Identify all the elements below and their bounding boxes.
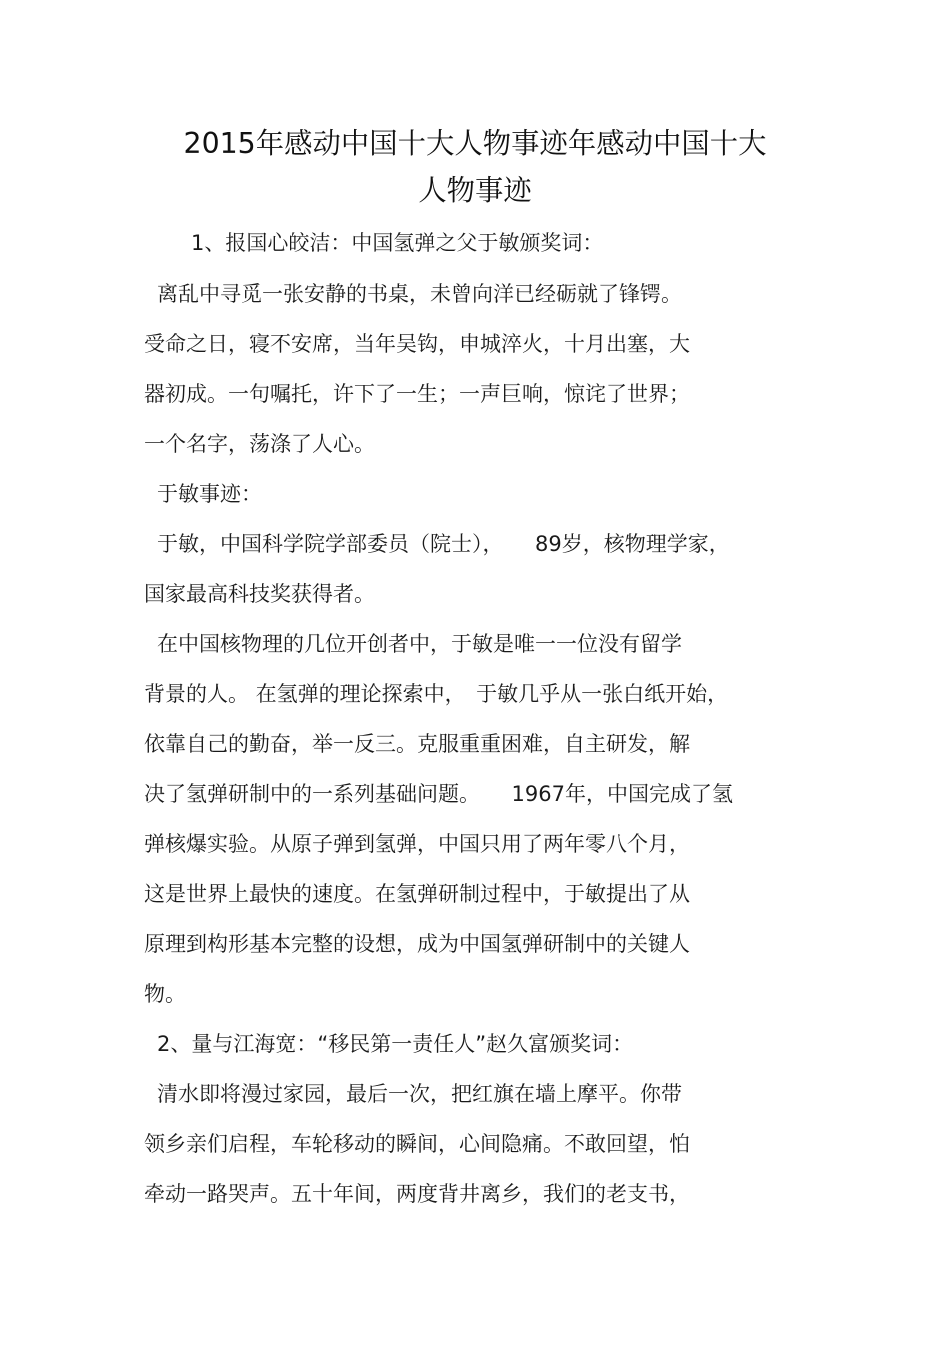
text-line: 决了氢弹研制中的一系列基础问题。 1967年，中国完成了氢 bbox=[144, 782, 733, 806]
text-line: 于敏，中国科学院学部委员（院士）， 89岁，核物理学家， bbox=[157, 532, 730, 556]
section-2-heading: 2、量与江海宽：“移民第一责任人”赵久富颁奖词： bbox=[157, 1032, 634, 1056]
section-1-heading: 1、报国心皎洁：中国氢弹之父于敏颁奖词： bbox=[191, 231, 604, 255]
page-title-line-1: 2015年感动中国十大人物事迹年感动中国十大 bbox=[183, 127, 767, 160]
text-line: 清水即将漫过家园，最后一次，把红旗在墙上摩平。你带 bbox=[157, 1082, 682, 1106]
page-title-line-2: 人物事迹 bbox=[418, 174, 532, 207]
text-line: 弹核爆实验。从原子弹到氢弹，中国只用了两年零八个月， bbox=[144, 832, 690, 856]
subsection-heading: 于敏事迹： bbox=[157, 482, 262, 506]
text-line: 依靠自己的勤奋，举一反三。克服重重困难，自主研发，解 bbox=[144, 732, 690, 756]
text-line: 离乱中寻觅一张安静的书桌，未曾向洋已经砺就了锋锷。 bbox=[157, 282, 682, 306]
text-line: 在中国核物理的几位开创者中，于敏是唯一一位没有留学 bbox=[157, 632, 682, 656]
text-line: 一个名字，荡涤了人心。 bbox=[144, 432, 375, 456]
text-line: 物。 bbox=[144, 982, 186, 1006]
text-line: 原理到构形基本完整的设想，成为中国氢弹研制中的关键人 bbox=[144, 932, 690, 956]
text-line: 牵动一路哭声。五十年间，两度背井离乡，我们的老支书， bbox=[144, 1182, 690, 1206]
text-line: 领乡亲们启程，车轮移动的瞬间，心间隐痛。不敢回望，怕 bbox=[144, 1132, 690, 1156]
text-line: 器初成。一句嘱托，许下了一生；一声巨响，惊诧了世界； bbox=[144, 382, 690, 406]
text-line: 受命之日，寝不安席，当年吴钩，申城淬火，十月出塞，大 bbox=[144, 332, 690, 356]
text-line: 国家最高科技奖获得者。 bbox=[144, 582, 375, 606]
text-line: 这是世界上最快的速度。在氢弹研制过程中，于敏提出了从 bbox=[144, 882, 690, 906]
text-line: 背景的人。 在氢弹的理论探索中， 于敏几乎从一张白纸开始， bbox=[144, 682, 729, 706]
